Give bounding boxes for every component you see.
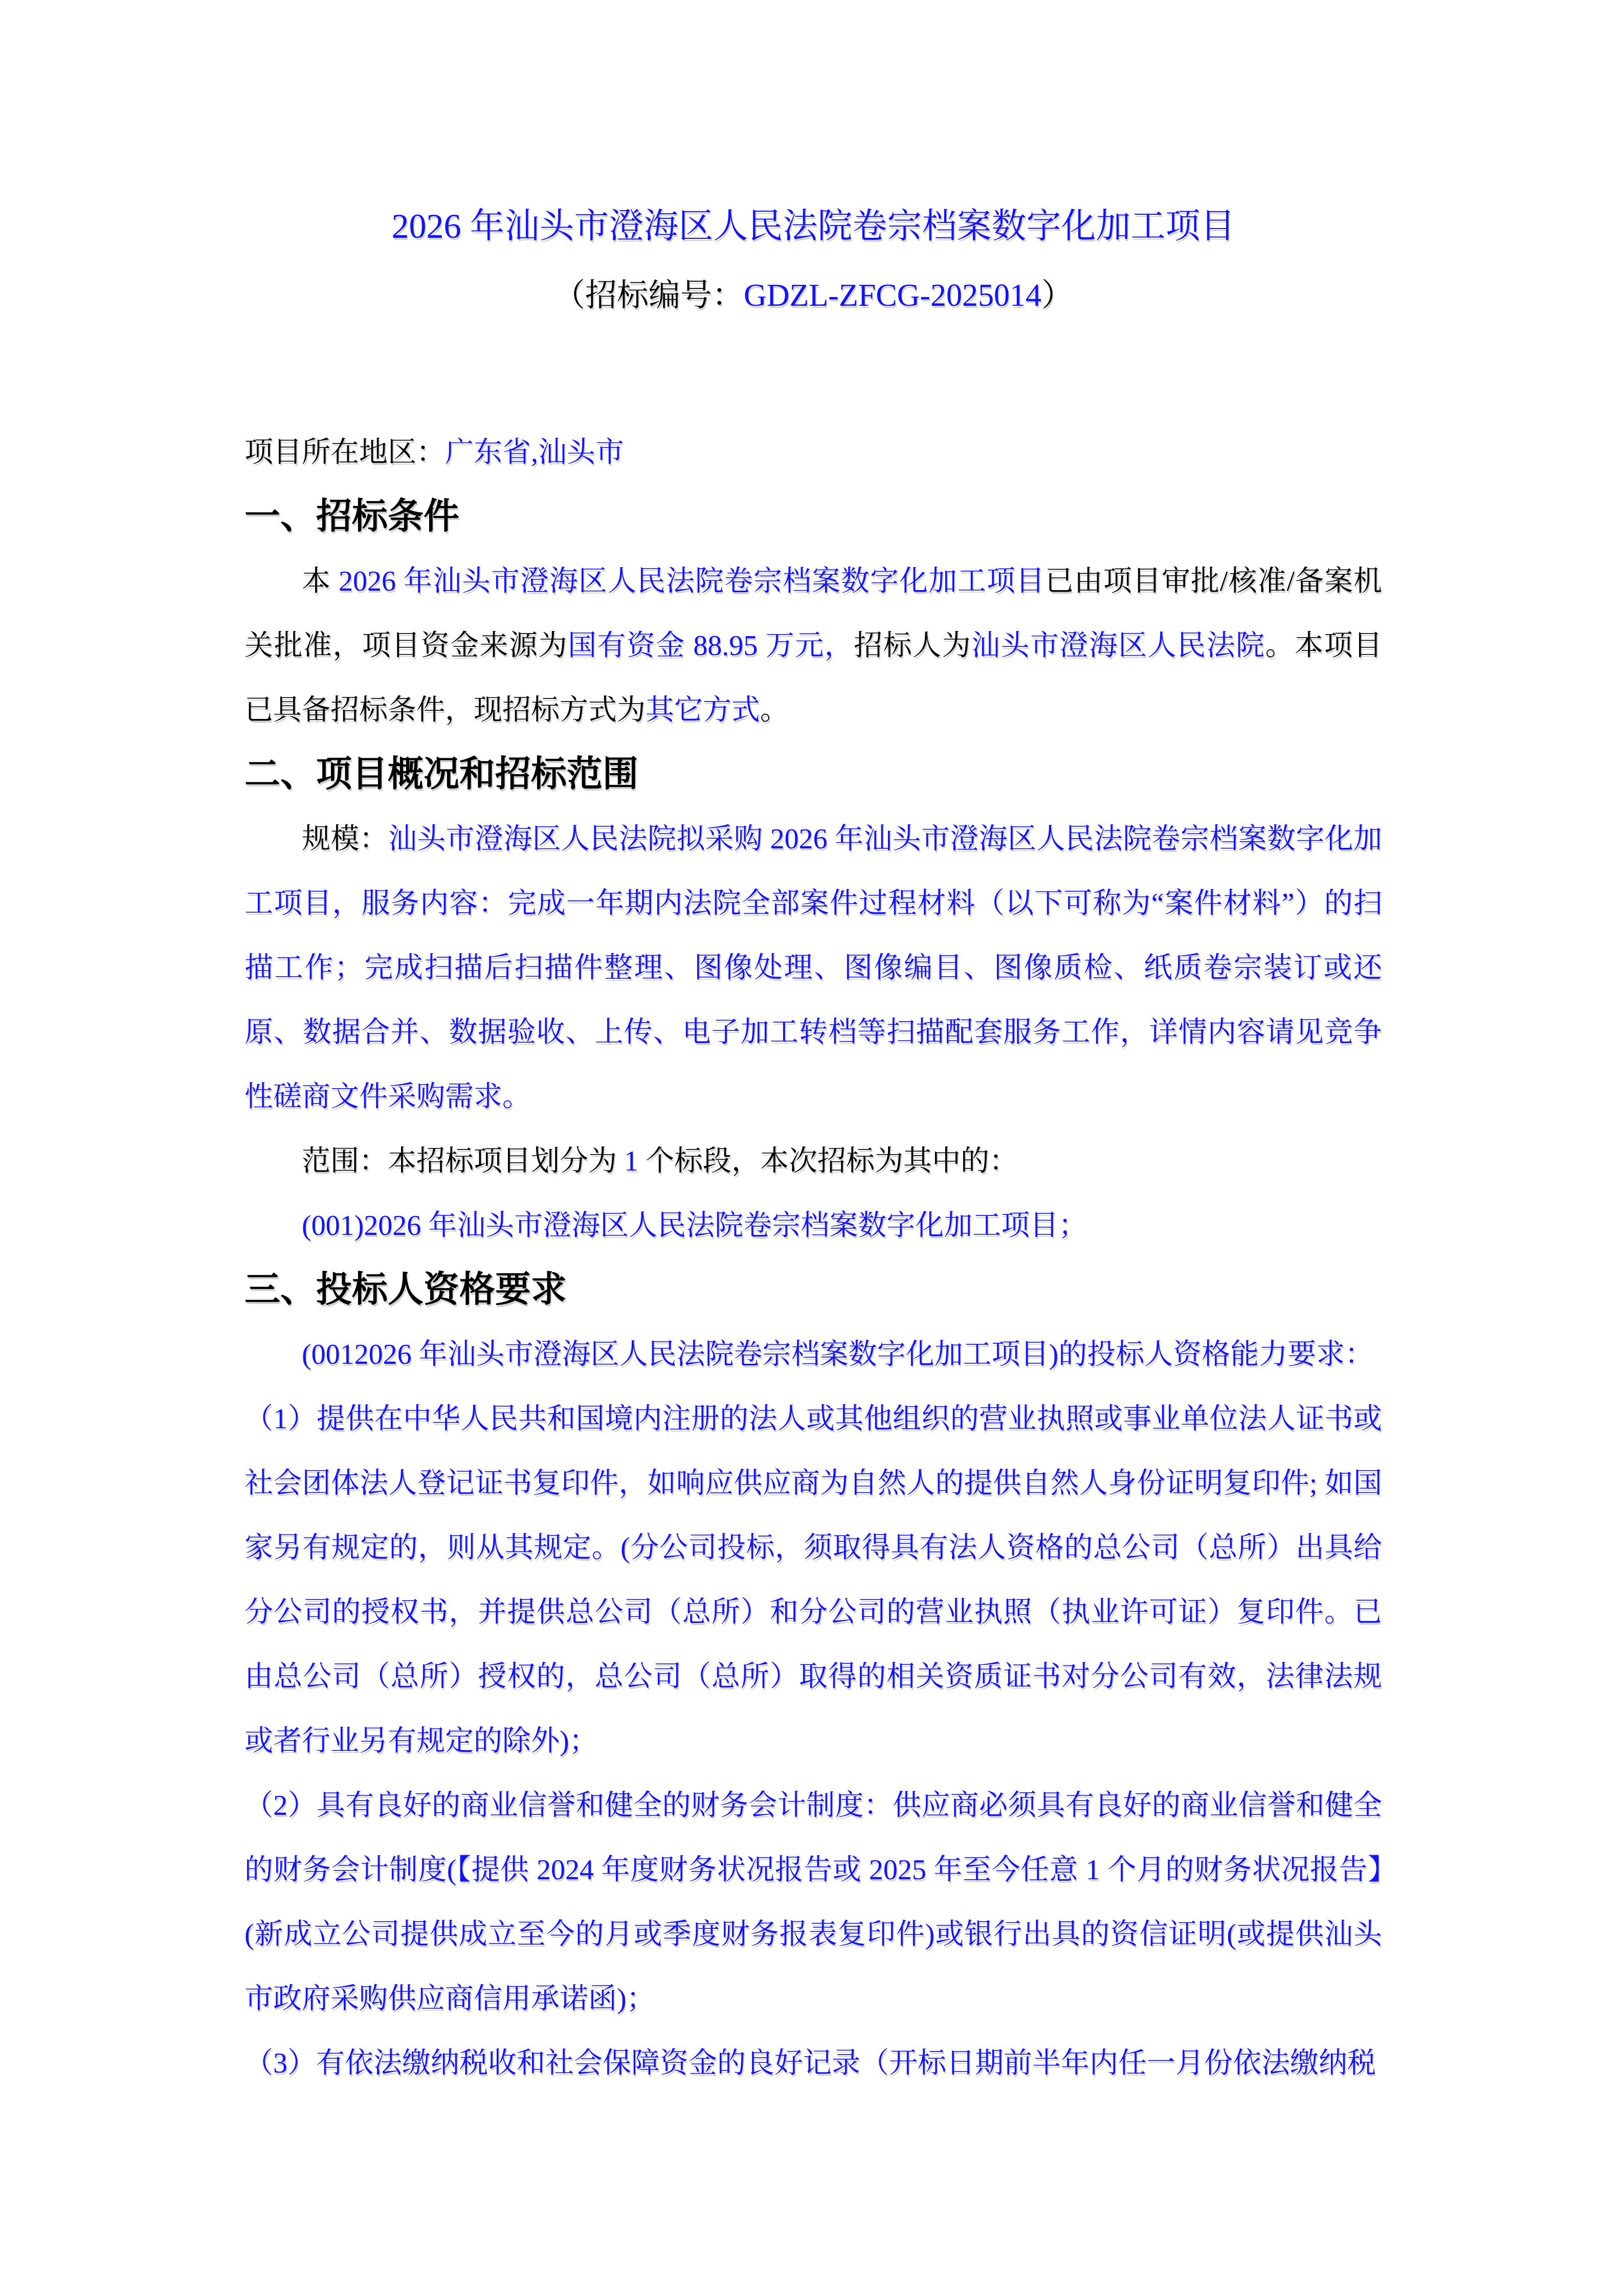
requirement-2-text: （2）具有良好的商业信誉和健全的财务会计制度：供应商必须具有良好的商业信誉和健全的财务会计制度(【提供 2024 年度财务状况报告或 2025 年至今任意 1 个月的财务状况报告】(新成立公司提供成立至今的月或季度财务报表复印件)或银行出具的资信证明(或提供汕头市政府采购供应商信用承诺函)；: [244, 1790, 1382, 2015]
range-text-before: 范围：本招标项目划分为: [302, 1145, 624, 1177]
tender-number-line: [244, 270, 1382, 321]
qualification-intro-highlight: (0012026 年汕头市澄海区人民法院卷宗档案数字化加工项目)的投标人资格能力要求：: [302, 1339, 1374, 1370]
page-title: 2026 年汕头市澄海区人民法院卷宗档案数字化加工项目: [391, 207, 1235, 245]
p1-prefix: 本: [302, 566, 339, 597]
scale-label: 规模：: [302, 823, 388, 855]
bid-range-line: [244, 1129, 1382, 1194]
section-heading-bidder-qualifications: 三、投标人资格要求: [244, 1270, 567, 1310]
tender-number-value: GDZL-ZFCG-2025014: [743, 278, 1042, 313]
location-label: 项目所在地区：: [244, 437, 445, 468]
requirement-1-paragraph: [244, 1387, 1382, 1773]
scale-description-highlight: 汕头市澄海区人民法院拟采购 2026 年汕头市澄海区人民法院卷宗档案数字化加工项目，服务内容：完成一年期内法院全部案件过程材料（以下可称为“案件材料”）的扫描工作；完成扫描后扫描件整理、图像处理、图像编目、图像质检、纸质卷宗装订或还原、数据合并、数据验收、上传、电子加工转档等扫描配套服务工作，详情内容请见竞争性磋商文件采购需求。: [244, 823, 1382, 1113]
p1-period: 。: [760, 694, 789, 726]
bidder-name-highlight: 汕头市澄海区人民法院: [971, 630, 1265, 662]
requirement-1-text: （1）提供在中华人民共和国境内注册的法人或其他组织的营业执照或事业单位法人证书或社会团体法人登记证书复印件，如响应供应商为自然人的提供自然人身份证明复印件; 如国家另有规定的，则从其规定。(分公司投标，须取得具有法人资格的总公司（总所）出具给分公司的授权书，并提供总公司（总所）和分公司的营业执照（执业许可证）复印件。已由总公司（总所）授权的，总公司（总所）取得的相关资质证书对分公司有效，法律法规或者行业另有规定的除外)；: [244, 1403, 1382, 1757]
qualification-intro-line: [244, 1322, 1382, 1387]
project-scale-paragraph: [244, 807, 1382, 1129]
p1-bidder-label: 招标人为: [854, 630, 972, 662]
section-heading-tender-conditions: 一、招标条件: [244, 497, 459, 536]
range-text-after: 个标段，本次招标为其中的：: [638, 1145, 1018, 1177]
tender-number-close: ）: [1041, 278, 1074, 313]
section-heading-project-overview: 二、项目概况和招标范围: [244, 755, 638, 794]
p1-approval-text: 已由项目审批/核准/备案机关批准，项目资金来源为: [244, 566, 1383, 662]
bid-method-highlight: 其它方式: [646, 694, 760, 726]
blank-space: [244, 321, 1382, 420]
lot-001-line: [244, 1194, 1382, 1258]
requirement-2-paragraph: [244, 1773, 1382, 2031]
project-name-highlight: 2026 年汕头市澄海区人民法院卷宗档案数字化加工项目: [339, 566, 1045, 597]
location-value: 广东省,汕头市: [445, 437, 624, 468]
requirement-3-paragraph: [244, 2031, 1382, 2096]
p1-conditions-text: 。本项目已具备招标条件，现招标方式为: [244, 630, 1383, 726]
funding-amount-highlight: 国有资金 88.95 万元，: [568, 630, 854, 662]
tender-conditions-paragraph: [244, 549, 1382, 742]
lot-count-highlight: 1: [624, 1145, 638, 1177]
requirement-3-text: （3）有依法缴纳税收和社会保障资金的良好记录（开标日期前半年内任一月份依法缴纳税: [244, 2047, 1376, 2079]
lot-001-highlight: (001)2026 年汕头市澄海区人民法院卷宗档案数字化加工项目；: [302, 1210, 1087, 1242]
tender-number-label: （招标编号：: [553, 278, 744, 313]
project-location-line: [244, 420, 1382, 485]
